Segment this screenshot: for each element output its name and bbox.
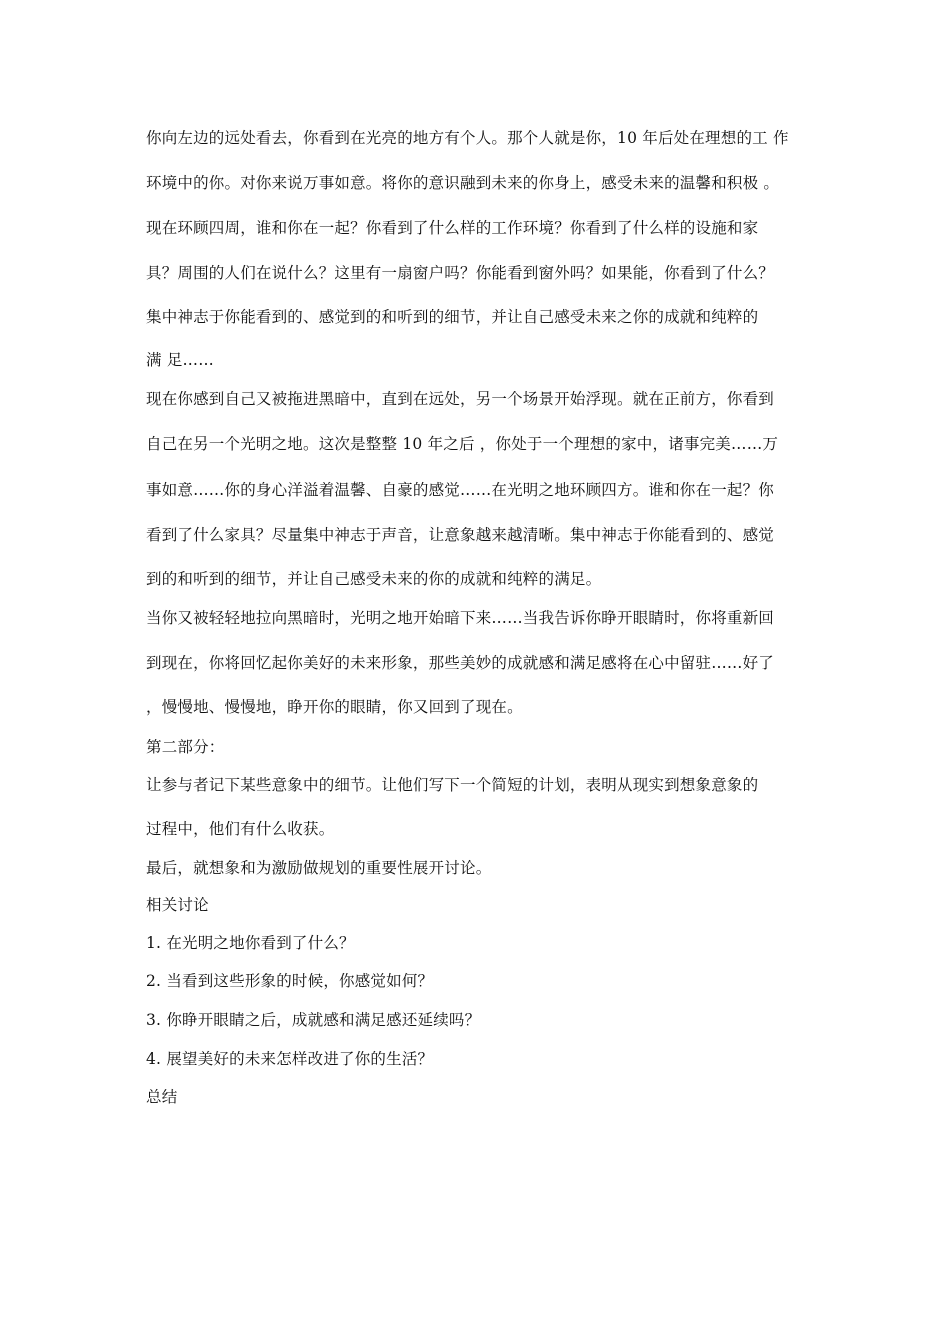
paragraph-line: ，慢慢地、慢慢地，睁开你的眼睛，你又回到了现在。 [146, 698, 523, 716]
paragraph-line: 到的和听到的细节，并让自己感受未来的你的成就和纯粹的满足。 [146, 570, 602, 588]
paragraph-line: 集中神志于你能看到的、感觉到的和听到的细节，并让自己感受未来之你的成就和纯粹的 [146, 308, 759, 326]
section-heading: 总结 [146, 1088, 178, 1106]
paragraph-line: 现在环顾四周，谁和你在一起？你看到了什么样的工作环境？你看到了什么样的设施和家 [146, 219, 759, 237]
paragraph-line: 最后，就想象和为激励做规划的重要性展开讨论。 [146, 859, 492, 877]
list-item: 1. 在光明之地你看到了什么？ [146, 934, 355, 952]
paragraph-line: 到现在，你将回忆起你美好的未来形象，那些美妙的成就感和满足感将在心中留驻……好了 [146, 654, 775, 672]
paragraph-line: 当你又被轻轻地拉向黑暗时，光明之地开始暗下来……当我告诉你睁开眼睛时，你将重新回 [146, 609, 775, 627]
section-heading: 第二部分： [146, 738, 225, 756]
paragraph-line: 你向左边的远处看去，你看到在光亮的地方有个人。那个人就是你，10 年后处在理想的工 作 [146, 129, 789, 147]
paragraph-line: 具？周围的人们在说什么？这里有一扇窗户吗？你能看到窗外吗？如果能，你看到了什么？ [146, 264, 775, 282]
paragraph-line: 过程中，他们有什么收获。 [146, 820, 335, 838]
paragraph-line: 让参与者记下某些意象中的细节。让他们写下一个简短的计划，表明从现实到想象意象的 [146, 776, 759, 794]
section-heading: 相关讨论 [146, 896, 209, 914]
list-item: 4. 展望美好的未来怎样改进了你的生活？ [146, 1050, 434, 1068]
paragraph-line: 满 足…… [146, 351, 214, 369]
list-item: 3. 你睁开眼睛之后，成就感和满足感还延续吗？ [146, 1011, 481, 1029]
paragraph-line: 自己在另一个光明之地。这次是整整 10 年之后 ，你处于一个理想的家中，诸事完美……万 [146, 435, 779, 453]
paragraph-line: 事如意……你的身心洋溢着温馨、自豪的感觉……在光明之地环顾四方。谁和你在一起？你 [146, 481, 775, 499]
list-item: 2. 当看到这些形象的时候，你感觉如何？ [146, 972, 434, 990]
paragraph-line: 现在你感到自己又被拖进黑暗中，直到在远处，另一个场景开始浮现。就在正前方，你看到 [146, 390, 775, 408]
paragraph-line: 环境中的你。对你来说万事如意。将你的意识融到未来的你身上，感受未来的温馨和积极 。 [146, 174, 780, 192]
paragraph-line: 看到了什么家具？尽量集中神志于声音，让意象越来越清晰。集中神志于你能看到的、感觉 [146, 526, 775, 544]
